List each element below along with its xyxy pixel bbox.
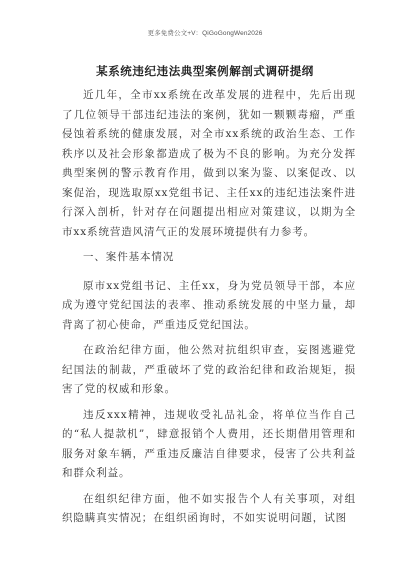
document-title: 某系统违纪违法典型案例解剖式调研提纲 — [96, 64, 314, 78]
intro-paragraph: 近几年，全市xx系统在改革发展的进程中，先后出现了几位领导干部违纪违法的案例，犹如一颗颗毒瘤，严重侵蚀着系统的健康发展，对全市xx系统的政治生态、工作秩序以及社会形象都造成了极为不良的影响。为充分发挥典型案例的警示教育作用，做到以案为鉴、以案促改、以案促治，现选取原xx党组书记、主任xx的违纪违法案件进行深入剖析，针对存在问题提出相应对策建议，以期为全市xx系统营造风清气正的发展环境提供有力参考。 — [62, 89, 356, 238]
body-paragraph: 在组织纪律方面，他不如实报告个人有关事项，对组织隐瞒真实情况；在组织函询时，不如实说明问题，试图 — [62, 492, 356, 524]
body-paragraph: 在政治纪律方面，他公然对抗组织审查，妄图逃避党纪国法的制裁，严重破坏了党的政治纪律和政治规矩，损害了党的权威和形象。 — [62, 344, 356, 395]
section-heading: 一、案件基本情况 — [83, 251, 175, 263]
body-paragraph: 原市xx党组书记、主任xx，身为党员领导干部，本应成为遵守党纪国法的表率、推动系统发展的中坚力量，却背离了初心使命，严重违反党纪国法。 — [62, 279, 356, 331]
body-paragraph: 违反xxx精神，违规收受礼品礼金，将单位当作自己的“私人提款机”，肆意报销个人费用，还长期借用管理和服务对象车辆，严重违反廉洁自律要求，侵害了公共利益和群众利益。 — [62, 408, 356, 479]
document-body — [62, 86, 356, 535]
watermark-header: 更多免费公文+V：QiGoGongWen2026 — [147, 30, 263, 37]
